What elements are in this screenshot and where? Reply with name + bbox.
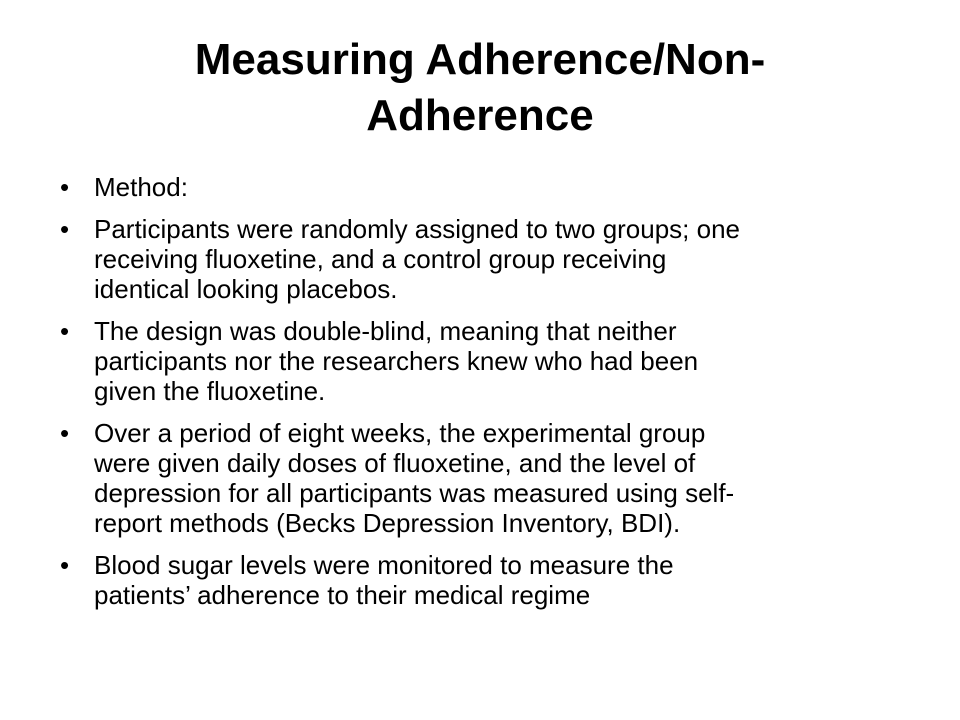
bullet-item-method [60,172,882,202]
bullet-point-icon: • [60,316,70,346]
slide-title [60,32,900,144]
bullet-item-blood-sugar [60,550,882,610]
bullet-text-line: identical looking placebos. [94,274,398,304]
bullet-text-line: participants nor the researchers knew who had been [94,346,699,376]
bullet-text-line: were given daily doses of fluoxetine, and the level of [94,448,696,478]
bullet-text-line: receiving fluoxetine, and a control group receiving [94,244,667,274]
bullet-list [60,172,882,622]
bullet-item-double-blind [60,316,882,406]
bullet-text-line: The design was double-blind, meaning that neither [94,316,677,346]
slide-title-line-1: Measuring Adherence/Non- [194,35,766,84]
bullet-text-line: Method: [94,172,188,202]
bullet-point-icon: • [60,214,70,244]
bullet-text-line: report methods (Becks Depression Inventory, BDI). [94,508,681,538]
bullet-point-icon: • [60,172,70,202]
bullet-text-line: Over a period of eight weeks, the experimental group [94,418,706,448]
bullet-item-procedure [60,418,882,538]
bullet-point-icon: • [60,550,70,580]
bullet-text-line: given the fluoxetine. [94,376,326,406]
slide-title-line-2: Adherence [366,91,594,140]
bullet-text-line: depression for all participants was measured using self- [94,478,735,508]
bullet-point-icon: • [60,418,70,448]
bullet-text-line: Participants were randomly assigned to two groups; one [94,214,741,244]
bullet-text-line: patients’ adherence to their medical regime [94,580,591,610]
bullet-item-random-assignment [60,214,882,304]
bullet-text-line: Blood sugar levels were monitored to measure the [94,550,674,580]
